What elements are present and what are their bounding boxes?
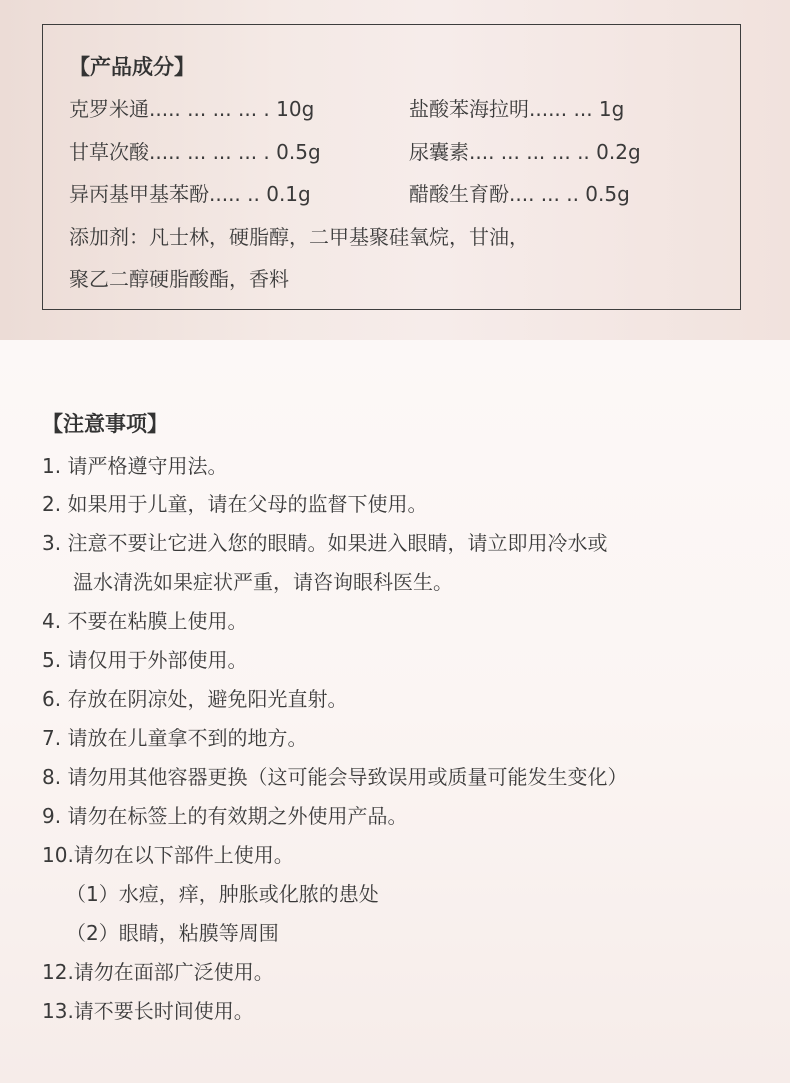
ingredient-item: 克罗米通..... ... ... ... . 10g <box>69 97 315 121</box>
note-item: 1. 请严格遵守用法。 <box>42 454 228 478</box>
ingredient-item: 盐酸苯海拉明...... ... 1g <box>409 97 625 121</box>
note-item: 10.请勿在以下部件上使用。 <box>42 843 294 867</box>
note-item: 2. 如果用于儿童，请在父母的监督下使用。 <box>42 492 428 516</box>
note-item: 6. 存放在阴凉处，避免阳光直射。 <box>42 687 348 711</box>
notes-heading: 【注意事项】 <box>42 412 168 436</box>
note-sub-item: （2）眼睛，粘膜等周围 <box>66 921 279 945</box>
additives-line: 聚乙二醇硬脂酸酯，香料 <box>69 267 289 291</box>
note-item: 8. 请勿用其他容器更换（这可能会导致误用或质量可能发生变化） <box>42 765 628 789</box>
additives-line: 添加剂：凡士林，硬脂醇，二甲基聚硅氧烷，甘油， <box>69 225 529 249</box>
ingredients-heading: 【产品成分】 <box>69 55 195 79</box>
note-item: 12.请勿在面部广泛使用。 <box>42 960 274 984</box>
ingredient-item: 醋酸生育酚.... ... .. 0.5g <box>409 182 630 206</box>
note-sub-item: （1）水痘，痒，肿胀或化脓的患处 <box>66 882 379 906</box>
ingredient-item: 异丙基甲基苯酚..... .. 0.1g <box>69 182 311 206</box>
note-item: 5. 请仅用于外部使用。 <box>42 648 248 672</box>
note-item: 3. 注意不要让它进入您的眼睛。如果进入眼睛，请立即用冷水或 <box>42 531 608 555</box>
note-item: 13.请不要长时间使用。 <box>42 999 254 1023</box>
ingredient-item: 尿囊素.... ... ... ... .. 0.2g <box>409 140 641 164</box>
ingredient-item: 甘草次酸..... ... ... ... . 0.5g <box>69 140 321 164</box>
ingredients-box <box>42 24 741 310</box>
note-item-continuation: 温水清洗如果症状严重，请咨询眼科医生。 <box>73 570 453 594</box>
note-item: 7. 请放在儿童拿不到的地方。 <box>42 726 308 750</box>
note-item: 9. 请勿在标签上的有效期之外使用产品。 <box>42 804 408 828</box>
note-item: 4. 不要在粘膜上使用。 <box>42 609 248 633</box>
